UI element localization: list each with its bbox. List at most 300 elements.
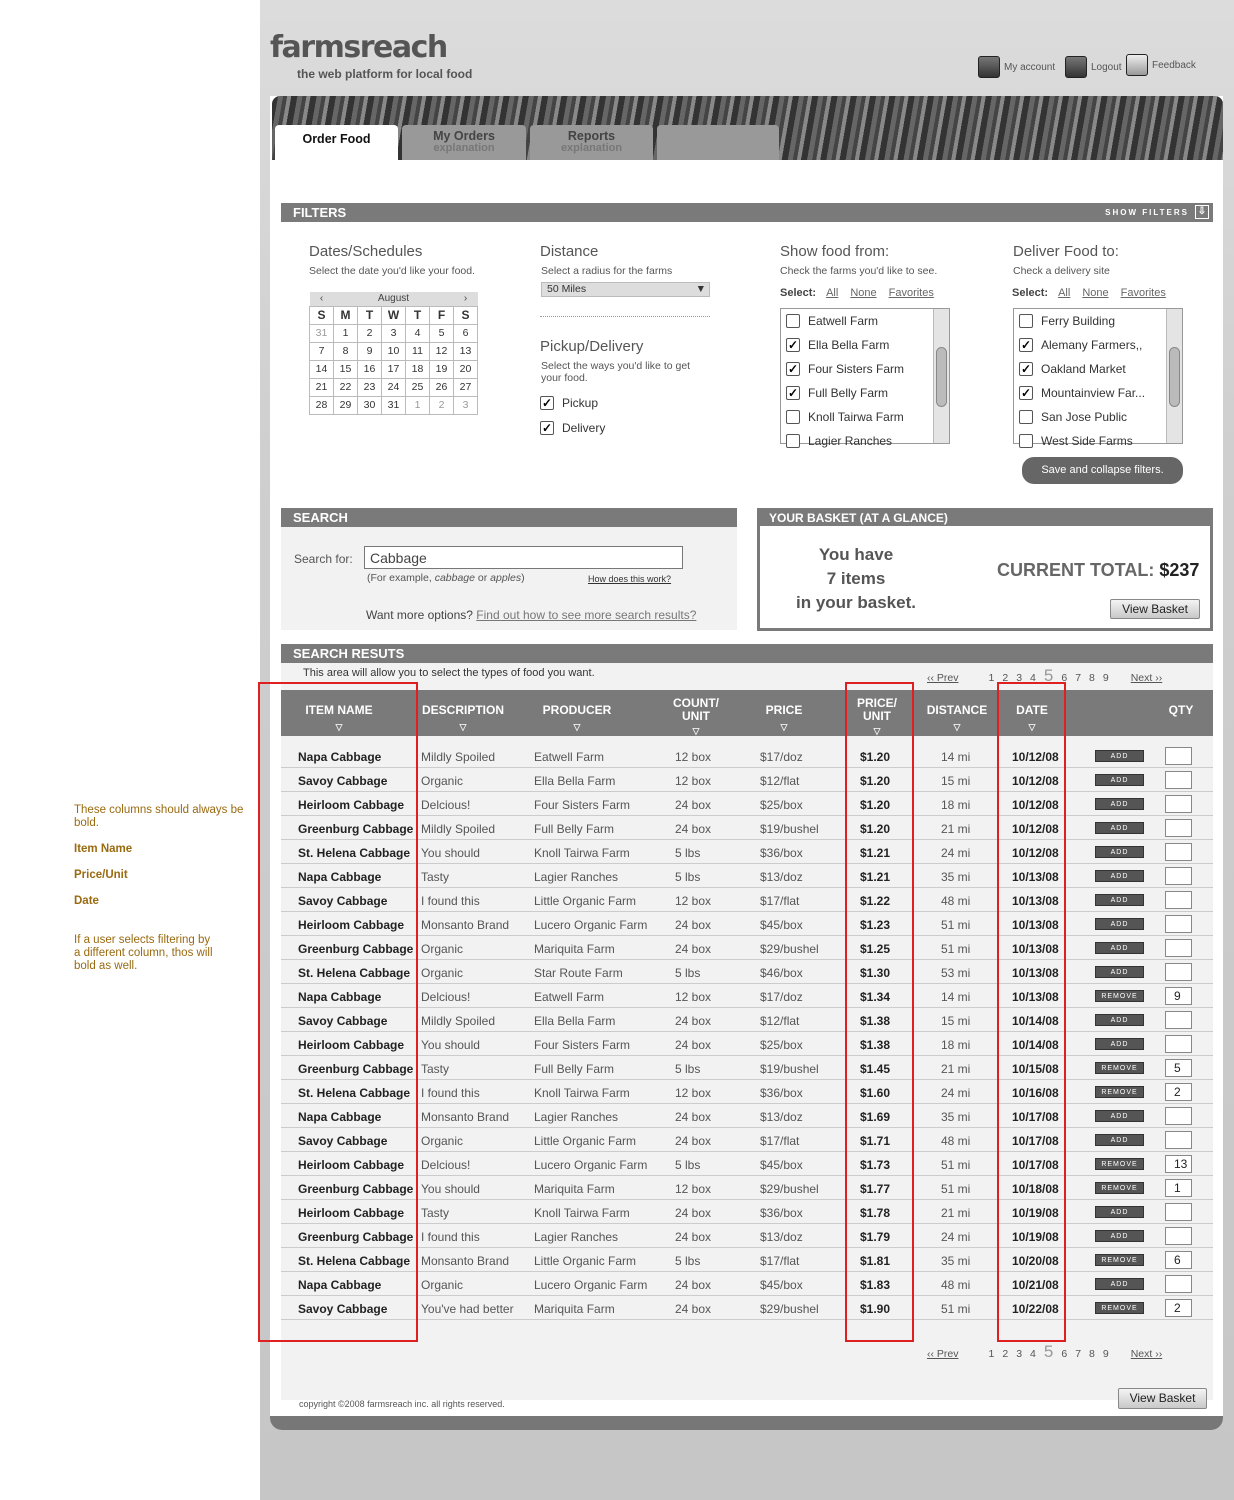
add-button[interactable]: ADD (1095, 1206, 1144, 1218)
cell-producer: Star Route Farm (534, 966, 623, 980)
add-button[interactable]: ADD (1095, 1038, 1144, 1050)
next-page-link[interactable]: Next ›› (1130, 672, 1163, 684)
prev-page-link[interactable]: ‹‹ Prev (927, 672, 959, 684)
distance-value: 50 Miles (547, 283, 587, 295)
add-button[interactable]: ADD (1095, 942, 1144, 954)
sort-arrow-icon: ▽ (873, 726, 881, 736)
cal-date[interactable]: 1 (406, 396, 430, 414)
col-price[interactable] (754, 704, 814, 734)
table-row (281, 864, 1213, 888)
cell-count-unit: 5 lbs (675, 1062, 701, 1076)
checkbox[interactable] (1019, 410, 1033, 424)
qty-input[interactable] (1165, 1011, 1192, 1029)
qty-input[interactable]: 13 (1165, 1155, 1192, 1173)
my-account-link[interactable] (978, 56, 1055, 78)
select-favorites-link[interactable]: Favorites (888, 287, 934, 299)
qty-input[interactable] (1165, 819, 1192, 837)
add-button[interactable]: ADD (1095, 1278, 1144, 1290)
cell-price: $36/box (760, 846, 803, 860)
delivery-checkbox[interactable]: ✓ (541, 421, 553, 435)
table-row (281, 984, 1213, 1008)
cell-description: Mildly Spoiled (421, 1014, 496, 1028)
more-options (366, 608, 696, 622)
list-item[interactable] (781, 357, 949, 381)
select-favorites-link[interactable]: Favorites (1120, 287, 1166, 299)
cell-date: 10/12/08 (1012, 750, 1059, 764)
col-qty-label: QTY (1168, 703, 1194, 717)
scroll-thumb[interactable] (936, 347, 947, 407)
cell-price-unit: $1.90 (860, 1302, 891, 1316)
checkbox[interactable] (786, 314, 800, 328)
cal-date[interactable]: 6 (454, 324, 478, 342)
cell-description: Organic (421, 942, 464, 956)
cell-description: Delcious! (421, 798, 471, 812)
view-basket-footer-button[interactable]: View Basket (1118, 1388, 1207, 1409)
table-row (281, 1248, 1213, 1272)
cal-date[interactable]: 14 (310, 360, 334, 378)
qty-input[interactable] (1165, 1107, 1192, 1125)
checkbox[interactable]: ✓ (787, 338, 799, 352)
results-bar: SEARCH RESUTS (281, 644, 1213, 663)
list-item-label: Knoll Tairwa Farm (808, 410, 904, 424)
table-row (281, 1008, 1213, 1032)
cell-price-unit: $1.21 (860, 870, 891, 884)
cell-producer: Knoll Tairwa Farm (534, 846, 630, 860)
cell-item-name: Greenburg Cabbage (298, 1230, 414, 1244)
cal-date[interactable]: 16 (358, 360, 382, 378)
page-number[interactable]: 4 (1030, 672, 1036, 684)
logo[interactable] (270, 30, 473, 81)
cell-count-unit: 24 box (675, 1278, 712, 1292)
cal-date[interactable]: 3 (454, 396, 478, 414)
cal-date[interactable]: 20 (454, 360, 478, 378)
add-button[interactable]: ADD (1095, 822, 1144, 834)
cell-price: $19/bushel (760, 1062, 819, 1076)
cal-date[interactable]: 10 (382, 342, 406, 360)
cell-distance: 14 mi (941, 750, 971, 764)
page-number[interactable]: 3 (1016, 672, 1023, 684)
cal-date[interactable]: 27 (454, 378, 478, 396)
distance-title: Distance (540, 243, 599, 260)
cell-item-name: Heirloom Cabbage (298, 798, 405, 812)
search-bar: SEARCH (281, 508, 737, 527)
list-item[interactable] (781, 429, 949, 453)
table-row (281, 1176, 1213, 1200)
cell-date: 10/18/08 (1012, 1182, 1059, 1196)
add-button[interactable]: ADD (1095, 1134, 1144, 1146)
cal-date[interactable]: 5 (430, 324, 454, 342)
qty-input[interactable]: 2 (1165, 1083, 1192, 1101)
checkbox[interactable] (786, 410, 800, 424)
page-number[interactable]: 9 (1102, 672, 1109, 684)
add-button[interactable]: ADD (1095, 1014, 1144, 1026)
cal-date[interactable]: 7 (310, 342, 334, 360)
cell-description: Mildly Spoiled (421, 750, 496, 764)
results-subtitle: This area will allow you to select the types of food you want. (303, 667, 595, 679)
remove-button[interactable]: REMOVE (1095, 1062, 1144, 1074)
cell-date: 10/19/08 (1012, 1230, 1059, 1244)
page-number[interactable]: 4 (1030, 1348, 1036, 1360)
cell-distance: 51 mi (941, 1302, 971, 1316)
scroll-thumb[interactable] (1169, 347, 1180, 407)
select-none-link[interactable]: None (850, 287, 877, 299)
remove-button[interactable]: REMOVE (1095, 1086, 1144, 1098)
qty-input[interactable] (1165, 867, 1192, 885)
list-item-label: Ella Bella Farm (808, 338, 890, 352)
checkbox[interactable]: ✓ (787, 362, 799, 376)
page-number[interactable]: 7 (1075, 1348, 1082, 1360)
remove-button[interactable]: REMOVE (1095, 1158, 1144, 1170)
qty-input[interactable] (1165, 1035, 1192, 1053)
cal-date[interactable]: 24 (382, 378, 406, 396)
cell-price-unit: $1.77 (860, 1182, 891, 1196)
divider (540, 316, 710, 317)
list-item[interactable] (1014, 405, 1182, 429)
cell-distance: 35 mi (941, 870, 971, 884)
feedback-icon (1126, 54, 1148, 76)
show-filters-link[interactable]: SHOW FILTERS (1105, 208, 1189, 217)
cell-item-name: Heirloom Cabbage (298, 1206, 405, 1220)
page-number[interactable]: 6 (1061, 672, 1068, 684)
download-icon[interactable]: ⇩ (1195, 205, 1209, 219)
cell-date: 10/21/08 (1012, 1278, 1059, 1292)
total-value: $237 (1159, 560, 1200, 580)
list-item[interactable] (1014, 309, 1182, 333)
cal-date[interactable]: 28 (310, 396, 334, 414)
list-item[interactable] (781, 333, 949, 357)
cell-description: You've had better (421, 1302, 514, 1316)
cell-distance: 21 mi (941, 822, 971, 836)
qty-input[interactable] (1165, 1275, 1192, 1293)
cal-date[interactable]: 2 (430, 396, 454, 414)
cell-distance: 14 mi (941, 990, 971, 1004)
select-all-link[interactable]: All (826, 287, 839, 299)
select-label: Select: (1012, 287, 1049, 299)
list-item-label: Full Belly Farm (808, 386, 889, 400)
cell-price-unit: $1.34 (860, 990, 891, 1004)
cal-date[interactable]: 17 (382, 360, 406, 378)
cal-date[interactable]: 22 (334, 378, 358, 396)
search-example (367, 572, 525, 584)
add-button[interactable]: ADD (1095, 798, 1144, 810)
remove-button[interactable]: REMOVE (1095, 990, 1144, 1002)
checkbox[interactable] (1019, 434, 1033, 448)
select-all-link[interactable]: All (1058, 287, 1071, 299)
cell-count-unit: 24 box (675, 1014, 712, 1028)
cell-count-unit: 24 box (675, 822, 712, 836)
cell-description: Organic (421, 966, 464, 980)
add-button[interactable]: ADD (1095, 1110, 1144, 1122)
page-number[interactable]: 1 (988, 672, 995, 684)
list-item[interactable] (781, 381, 949, 405)
add-button[interactable]: ADD (1095, 894, 1144, 906)
cell-producer: Little Organic Farm (534, 1254, 637, 1268)
list-item[interactable] (1014, 333, 1182, 357)
page-number[interactable]: 7 (1075, 672, 1082, 684)
table-row (281, 1296, 1213, 1320)
distance-select[interactable] (541, 282, 710, 297)
cal-date[interactable]: 12 (430, 342, 454, 360)
cal-next[interactable]: › (454, 292, 478, 306)
qty-input[interactable]: 2 (1165, 1299, 1192, 1317)
qty-input[interactable] (1165, 1227, 1192, 1245)
annotation-date: Date (74, 895, 99, 907)
cal-date[interactable]: 23 (358, 378, 382, 396)
col-item-label: ITEM NAME (305, 703, 373, 717)
cell-distance: 24 mi (941, 1230, 971, 1244)
list-item-label: Four Sisters Farm (808, 362, 905, 376)
basket-summary (776, 543, 936, 615)
list-item[interactable] (781, 405, 949, 429)
brand-name: farmsreach (270, 30, 447, 65)
cal-date[interactable]: 11 (406, 342, 430, 360)
cell-count-unit: 24 box (675, 942, 712, 956)
cal-date[interactable]: 31 (310, 324, 334, 342)
cell-item-name: Heirloom Cabbage (298, 1158, 405, 1172)
cal-date[interactable]: 13 (454, 342, 478, 360)
page-number[interactable]: 2 (1002, 672, 1009, 684)
cell-distance: 24 mi (941, 1086, 971, 1100)
cell-price-unit: $1.69 (860, 1110, 891, 1124)
add-button[interactable]: ADD (1095, 1230, 1144, 1242)
list-item-label: Lagier Ranches (808, 434, 893, 448)
remove-button[interactable]: REMOVE (1095, 1254, 1144, 1266)
cal-date[interactable]: 26 (430, 378, 454, 396)
cell-distance: 48 mi (941, 1134, 971, 1148)
cell-price-unit: $1.20 (860, 774, 891, 788)
cell-count-unit: 24 box (675, 1206, 712, 1220)
cell-date: 10/17/08 (1012, 1158, 1059, 1172)
add-button[interactable]: ADD (1095, 750, 1144, 762)
basket-line3: in your basket. (796, 593, 916, 612)
add-button[interactable]: ADD (1095, 918, 1144, 930)
cell-item-name: Napa Cabbage (298, 750, 382, 764)
sort-arrow-icon: ▽ (692, 726, 700, 736)
page-number[interactable]: 6 (1061, 1348, 1068, 1360)
qty-input[interactable] (1165, 963, 1192, 981)
cell-date: 10/13/08 (1012, 942, 1059, 956)
pagination-bottom (927, 1342, 1162, 1362)
checkbox[interactable] (786, 434, 800, 448)
col-desc-label: DESCRIPTION (421, 703, 504, 717)
select-label: Select: (780, 287, 817, 299)
pickup-label: Pickup (562, 396, 599, 410)
next-page-link[interactable]: Next ›› (1130, 1348, 1163, 1360)
filters-title: FILTERS (293, 205, 347, 220)
qty-input[interactable] (1165, 771, 1192, 789)
cell-description: Monsanto Brand (421, 1254, 510, 1268)
cell-item-name: Savoy Cabbage (298, 894, 388, 908)
cell-price: $17/doz (760, 990, 803, 1004)
cell-producer: Little Organic Farm (534, 894, 637, 908)
list-item[interactable] (781, 309, 949, 333)
qty-input[interactable] (1165, 915, 1192, 933)
farm-scrollbar[interactable] (933, 309, 949, 443)
sort-arrow-icon: ▽ (953, 722, 961, 732)
page-number[interactable]: 3 (1016, 1348, 1023, 1360)
cell-date: 10/12/08 (1012, 822, 1059, 836)
checkbox[interactable]: ✓ (1020, 338, 1032, 352)
remove-button[interactable]: REMOVE (1095, 1302, 1144, 1314)
farm-listbox[interactable] (780, 308, 950, 448)
my-account-label: My account (1004, 61, 1056, 73)
cell-count-unit: 24 box (675, 1110, 712, 1124)
site-scrollbar[interactable] (1166, 309, 1182, 443)
cell-price: $45/box (760, 1158, 803, 1172)
logout-link[interactable] (1065, 56, 1122, 78)
table-row (281, 840, 1213, 864)
col-producer[interactable] (525, 704, 629, 734)
list-item[interactable] (1014, 381, 1182, 405)
pickup-option[interactable] (540, 396, 598, 410)
col-qty (1161, 704, 1201, 717)
cal-date[interactable]: 9 (358, 342, 382, 360)
delivery-site-listbox[interactable] (1013, 308, 1183, 448)
col-distance[interactable] (921, 704, 993, 734)
cell-description: You should (421, 846, 480, 860)
cell-price-unit: $1.20 (860, 822, 891, 836)
annotation-note-bold: These columns should always be bold. (74, 804, 244, 829)
prev-page-link[interactable]: ‹‹ Prev (927, 1348, 959, 1360)
qty-input[interactable]: 9 (1165, 987, 1192, 1005)
brand-tagline: the web platform for local food (297, 67, 473, 81)
more-results-link[interactable]: Find out how to see more search results? (476, 608, 697, 622)
page-number[interactable]: 2 (1002, 1348, 1009, 1360)
cell-description: Tasty (421, 870, 450, 884)
checkbox[interactable]: ✓ (1020, 386, 1032, 400)
remove-button[interactable]: REMOVE (1095, 1182, 1144, 1194)
cell-description: Organic (421, 1278, 464, 1292)
tab-my-orders[interactable] (402, 125, 526, 160)
qty-input[interactable] (1165, 747, 1192, 765)
cell-price: $45/box (760, 918, 803, 932)
add-button[interactable]: ADD (1095, 870, 1144, 882)
copyright: copyright ©2008 farmsreach inc. all rights reserved. (299, 1399, 505, 1409)
cal-date[interactable]: 15 (334, 360, 358, 378)
cell-price: $19/bushel (760, 822, 819, 836)
cell-distance: 18 mi (941, 1038, 971, 1052)
page-number[interactable]: 5 (1043, 1342, 1054, 1361)
add-button[interactable]: ADD (1095, 774, 1144, 786)
page-number[interactable]: 5 (1043, 666, 1054, 685)
select-none-link[interactable]: None (1082, 287, 1109, 299)
qty-input[interactable]: 6 (1165, 1251, 1192, 1269)
cal-date[interactable]: 30 (358, 396, 382, 414)
distance-subtitle: Select a radius for the farms (541, 265, 673, 277)
cell-price: $25/box (760, 798, 803, 812)
cell-producer: Eatwell Farm (534, 990, 605, 1004)
qty-input[interactable] (1165, 891, 1192, 909)
qty-input[interactable] (1165, 1131, 1192, 1149)
table-row (281, 888, 1213, 912)
show-from-subtitle: Check the farms you'd like to see. (780, 265, 938, 277)
qty-input[interactable]: 5 (1165, 1059, 1192, 1077)
pickup-title: Pickup/Delivery (540, 338, 644, 355)
cell-date: 10/13/08 (1012, 918, 1059, 932)
cell-date: 10/13/08 (1012, 870, 1059, 884)
cal-date[interactable]: 4 (406, 324, 430, 342)
cal-date[interactable]: 18 (406, 360, 430, 378)
cell-price: $17/flat (760, 894, 800, 908)
col-description[interactable] (409, 704, 517, 734)
page-number[interactable]: 1 (988, 1348, 995, 1360)
cal-date[interactable]: 31 (382, 396, 406, 414)
cell-price-unit: $1.60 (860, 1086, 891, 1100)
page-number[interactable]: 8 (1089, 672, 1095, 684)
list-item[interactable] (1014, 357, 1182, 381)
pickup-checkbox[interactable]: ✓ (541, 396, 553, 410)
cal-date[interactable]: 3 (382, 324, 406, 342)
page-number[interactable]: 9 (1102, 1348, 1109, 1360)
table-row (281, 960, 1213, 984)
cal-prev[interactable]: ‹ (310, 292, 334, 306)
checkbox[interactable]: ✓ (1020, 362, 1032, 376)
cal-date[interactable]: 21 (310, 378, 334, 396)
cell-item-name: Napa Cabbage (298, 1110, 382, 1124)
tab-reports[interactable] (530, 125, 653, 160)
search-label: Search for: (294, 552, 353, 566)
cell-count-unit: 5 lbs (675, 1158, 701, 1172)
cell-date: 10/19/08 (1012, 1206, 1059, 1220)
search-input[interactable]: Cabbage (364, 546, 683, 569)
tab-my-orders-label: My Orders (433, 129, 495, 143)
deliver-to-select (1012, 287, 1172, 299)
delivery-option[interactable] (540, 421, 605, 435)
cal-date[interactable]: 19 (430, 360, 454, 378)
view-basket-button[interactable]: View Basket (1110, 599, 1200, 619)
cal-date[interactable]: 8 (334, 342, 358, 360)
cell-distance: 15 mi (941, 1014, 971, 1028)
page-number[interactable]: 8 (1089, 1348, 1095, 1360)
cal-date[interactable]: 2 (358, 324, 382, 342)
add-button[interactable]: ADD (1095, 966, 1144, 978)
cal-date[interactable]: 25 (406, 378, 430, 396)
tab-order-food[interactable] (275, 125, 398, 160)
qty-input[interactable] (1165, 1203, 1192, 1221)
feedback-link[interactable] (1126, 54, 1196, 76)
save-collapse-filters-button[interactable]: Save and collapse filters. (1022, 457, 1183, 484)
cell-producer: Four Sisters Farm (534, 798, 631, 812)
cell-count-unit: 24 box (675, 1302, 712, 1316)
table-row (281, 1056, 1213, 1080)
qty-input[interactable] (1165, 939, 1192, 957)
dates-title: Dates/Schedules (309, 243, 423, 260)
checkbox[interactable] (1019, 314, 1033, 328)
list-item[interactable] (1014, 429, 1182, 453)
example-2: apples (490, 572, 522, 584)
cell-price: $29/bushel (760, 942, 819, 956)
how-does-this-work-link[interactable]: How does this work? (588, 574, 672, 584)
cell-count-unit: 12 box (675, 894, 712, 908)
cal-date[interactable]: 29 (334, 396, 358, 414)
cal-date[interactable]: 1 (334, 324, 358, 342)
checkbox[interactable]: ✓ (787, 386, 799, 400)
cell-item-name: Greenburg Cabbage (298, 822, 414, 836)
cell-distance: 51 mi (941, 1158, 971, 1172)
qty-input[interactable] (1165, 795, 1192, 813)
cell-date: 10/14/08 (1012, 1014, 1059, 1028)
cell-item-name: Napa Cabbage (298, 990, 382, 1004)
add-button[interactable]: ADD (1095, 846, 1144, 858)
qty-input[interactable]: 1 (1165, 1179, 1192, 1197)
cell-count-unit: 24 box (675, 798, 712, 812)
highlight-date (997, 682, 1066, 1342)
cell-producer: Lucero Organic Farm (534, 1158, 648, 1172)
cell-item-name: St. Helena Cabbage (298, 966, 411, 980)
col-count-unit[interactable] (665, 697, 727, 738)
cell-date: 10/13/08 (1012, 966, 1059, 980)
qty-input[interactable] (1165, 843, 1192, 861)
